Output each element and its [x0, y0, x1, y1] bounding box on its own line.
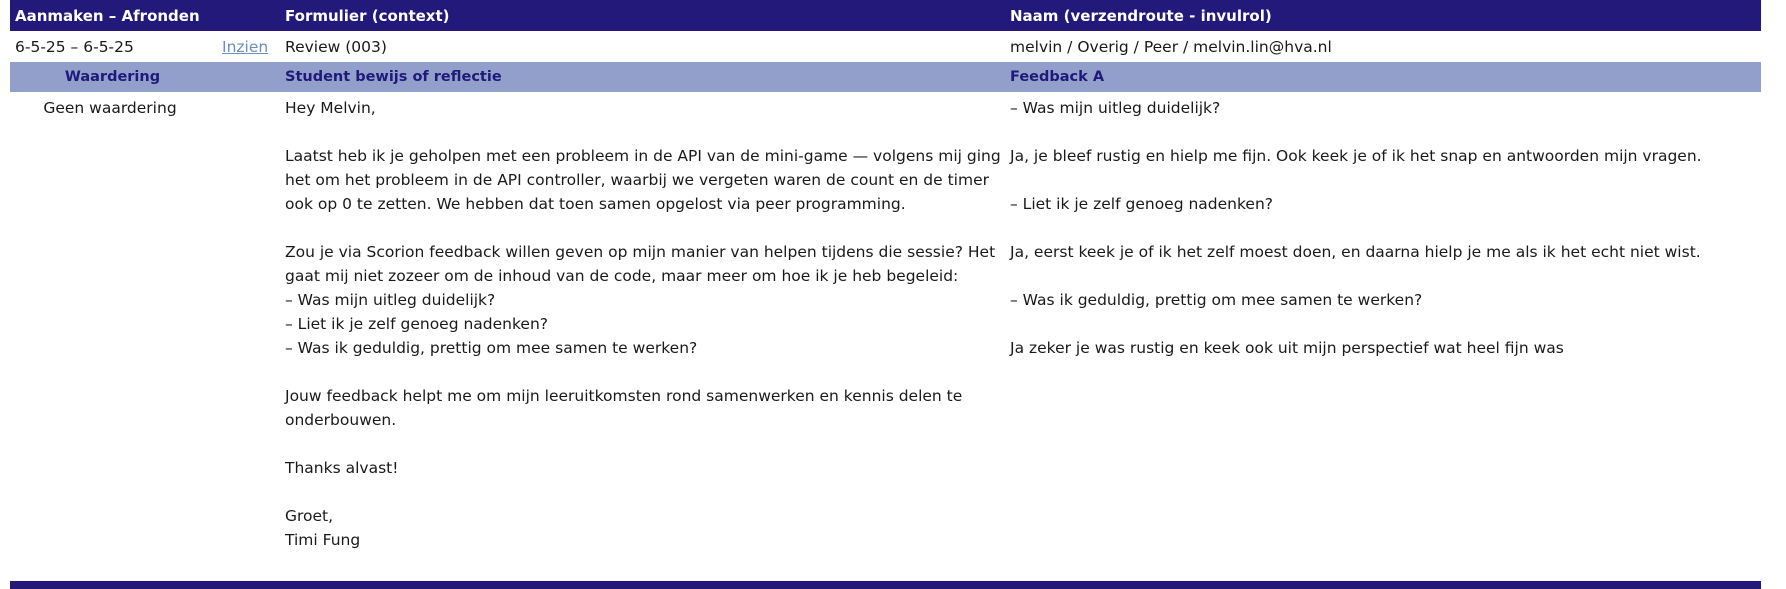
evidence-text — [275, 96, 1010, 552]
header-dates: Aanmaken – Afronden — [15, 6, 200, 25]
header-name: Naam (verzendroute - invulrol) — [1010, 6, 1272, 25]
evidence-paragraph: Laatst heb ik je geholpen met een probleem in de API van de mini-game — volgens mij ging het om het probleem in de API controller, waarbij we vergeten waren de count en de timer ook op 0 te zetten. We hebben dat toen samen opgelost via peer programming. — [285, 147, 1001, 213]
feedback-answer: Ja, je bleef rustig en hielp me fijn. Ook keek je of ik het snap en antwoorden mijn vragen. — [1010, 147, 1702, 165]
feedback-question: – Was mijn uitleg duidelijk? — [1010, 99, 1221, 117]
content-row — [10, 92, 1761, 552]
table-row — [10, 31, 1761, 62]
record-form: Review (003) — [285, 37, 387, 56]
view-link-cell — [222, 38, 275, 56]
footer-bar — [10, 581, 1761, 589]
evidence-paragraph: Zou je via Scorion feedback willen geven op mijn manier van helpen tijdens die sessie? Het gaat mij niet zozeer om de inhoud van de code, maar meer om hoe ik je heb begeleid: – Was mijn uitleg duidelijk? – Liet ik je zelf genoeg nadenken? – Was ik geduldig, prettig om mee samen te werken? — [285, 243, 996, 357]
feedback-question: – Was ik geduldig, prettig om mee samen te werken? — [1010, 291, 1423, 309]
feedback-answer: Ja, eerst keek je of ik het zelf moest doen, en daarna hielp je me als ik het echt niet wist. — [1010, 243, 1701, 261]
view-link[interactable]: Inzien — [222, 37, 269, 56]
rating-value: Geen waardering — [43, 99, 177, 117]
feedback-heading: Feedback A — [1010, 69, 1105, 85]
feedback-answer: Ja zeker je was rustig en keek ook uit mijn perspectief wat heel fijn was — [1010, 339, 1564, 357]
feedback-text — [1010, 96, 1761, 552]
evidence-paragraph: Groet, Timi Fung — [285, 507, 361, 549]
record-dates: 6-5-25 – 6-5-25 — [15, 37, 134, 56]
evidence-paragraph: Jouw feedback helpt me om mijn leeruitkomsten rond samenwerken en kennis delen te onderbouwen. — [285, 387, 963, 429]
header-form: Formulier (context) — [285, 6, 450, 25]
table-header — [10, 0, 1761, 31]
evidence-paragraph: Thanks alvast! — [285, 459, 399, 477]
record-name: melvin / Overig / Peer / melvin.lin@hva.nl — [1010, 37, 1332, 56]
evidence-heading: Student bewijs of reflectie — [285, 69, 502, 85]
section-header — [10, 62, 1761, 92]
review-table — [10, 0, 1761, 552]
evidence-paragraph: Hey Melvin, — [285, 99, 376, 117]
rating-heading: Waardering — [64, 69, 161, 85]
feedback-question: – Liet ik je zelf genoeg nadenken? — [1010, 195, 1274, 213]
